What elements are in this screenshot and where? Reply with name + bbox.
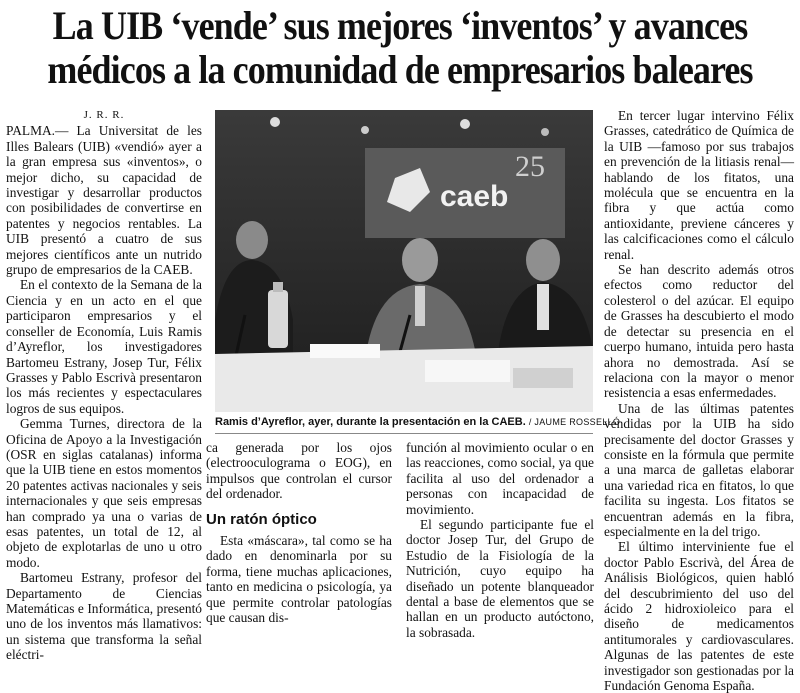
paragraph: El último interviniente fue el doctor Pablo Escrivà, del Área de Análisis Biológicos, quien habló del descubrimiento del uso del ácido 2 hidroxioleico para el diseño de medicamentos antitumorales y cardiovasculares. Algunas de las patentes de este investigador son gestionadas por la Fundación Genoma España. xyxy=(604,539,794,693)
paragraph: Bartomeu Estrany, profesor del Departamento de Ciencias Matemáticas e Informática, presentó uno de los inventos más llamativos: un sistema que transforma la señal eléctri- xyxy=(6,570,202,663)
news-photo xyxy=(215,110,593,412)
paragraph: Se han descrito además otros efectos como reductor del colesterol o del azúcar. El equipo de Grasses ha descubierto el modo de detectar su presencia en el cuerpo humano, intuida pero hasta ahora no demostrada. Así se relaciona con la mayor o menor resistencia a esas enfermedades. xyxy=(604,262,794,401)
subheading: Un ratón óptico xyxy=(206,510,317,528)
paragraph: ca generada por los ojos (electrooculograma o EOG), en impulsos que controlan el cursor del ordenador. xyxy=(206,440,392,502)
headline xyxy=(40,4,760,92)
paragraph: Una de las últimas patentes vendidas por la UIB ha sido precisamente del doctor Grasses y consiste en la fórmula que permite a una marca de galletas elaborar una variedad rica en fitatos, lo que facilita su ingesta. Los fitatos se encuentran además en la fibra, especialmente en la del trigo. xyxy=(604,400,794,539)
article-column-1 xyxy=(6,108,202,663)
article-column-2 xyxy=(206,440,392,625)
caption-text: Ramis d’Ayreflor, ayer, durante la presentación en la CAEB. xyxy=(215,416,526,428)
paragraph: Esta «máscara», tal como se ha dado en denominarla por su forma, tiene muchas aplicaciones, tanto en medicina o psicología, ya que permite controlar patologías que causan dis- xyxy=(206,533,392,626)
paragraph: En el contexto de la Semana de la Ciencia y en un acto en el que participaron empresarios y el conseller de Economía, Luis Ramis d’Ayreflor, los investigadores Bartomeu Estrany, Josep Tur, Félix Grasses y Pablo Escrivà presentaron los más recientes y espectaculares logros de sus equipos. xyxy=(6,277,202,416)
photo-caption xyxy=(215,412,621,432)
paragraph: función al movimiento ocular o en las reacciones, como social, ya que facilita al uso del ordenador a personas con incapacidad de movimiento. xyxy=(406,440,594,517)
paragraph: El segundo participante fue el doctor Josep Tur, del Grupo de Estudio de la Fisiología de la Nutrición, cuyo equipo ha diseñado un potente blanqueador dental a base de elementos que se hallan en un producto autóctono, la sobrasada. xyxy=(406,517,594,640)
banner-number: 25 xyxy=(515,150,545,183)
article-column-4 xyxy=(604,108,794,693)
paragraph: Gemma Turnes, directora de la Oficina de Apoyo a la Investigación (OSR en siglas catalanas) informa que la UIB tiene en estos momentos 20 patentes activas nacionales y seis internacionales y que seis empresas han comprado ya una o varias de esas patentes, un total de 12, al objeto de explotarlas de uno u otro modo. xyxy=(6,416,202,570)
photo-credit: / JAUME ROSSELLÓ xyxy=(528,417,621,427)
article-column-3 xyxy=(406,440,594,640)
paragraph: PALMA.— La Universitat de les Illes Balears (UIB) «vendió» ayer a la gran empresa sus «inventos», o mejor dicho, su capacidad de investigar y desarrollar productos con posibilidades de convertirse en patentes y negocios rentables. La UIB presentó a cuatro de sus mejores científicos ante un nutrido grupo de empresarios de la CAEB. xyxy=(6,123,202,278)
banner-text: caeb xyxy=(440,180,509,213)
paragraph: En tercer lugar intervino Félix Grasses, catedrático de Química de la UIB —famoso por sus trabajos en prevención de la litiasis renal— hablando de los fitatos, una molécula que se encuentra en la fibra y que actúa como antioxidante, previene cánceres y las calcificaciones como el cálculo renal. xyxy=(604,108,794,262)
headline-line-2: médicos a la comunidad de empresarios baleares xyxy=(47,47,753,92)
caption-rule xyxy=(215,433,593,434)
headline-line-1: La UIB ‘vende’ sus mejores ‘inventos’ y avances xyxy=(52,3,748,48)
byline: J. R. R. xyxy=(83,109,125,121)
